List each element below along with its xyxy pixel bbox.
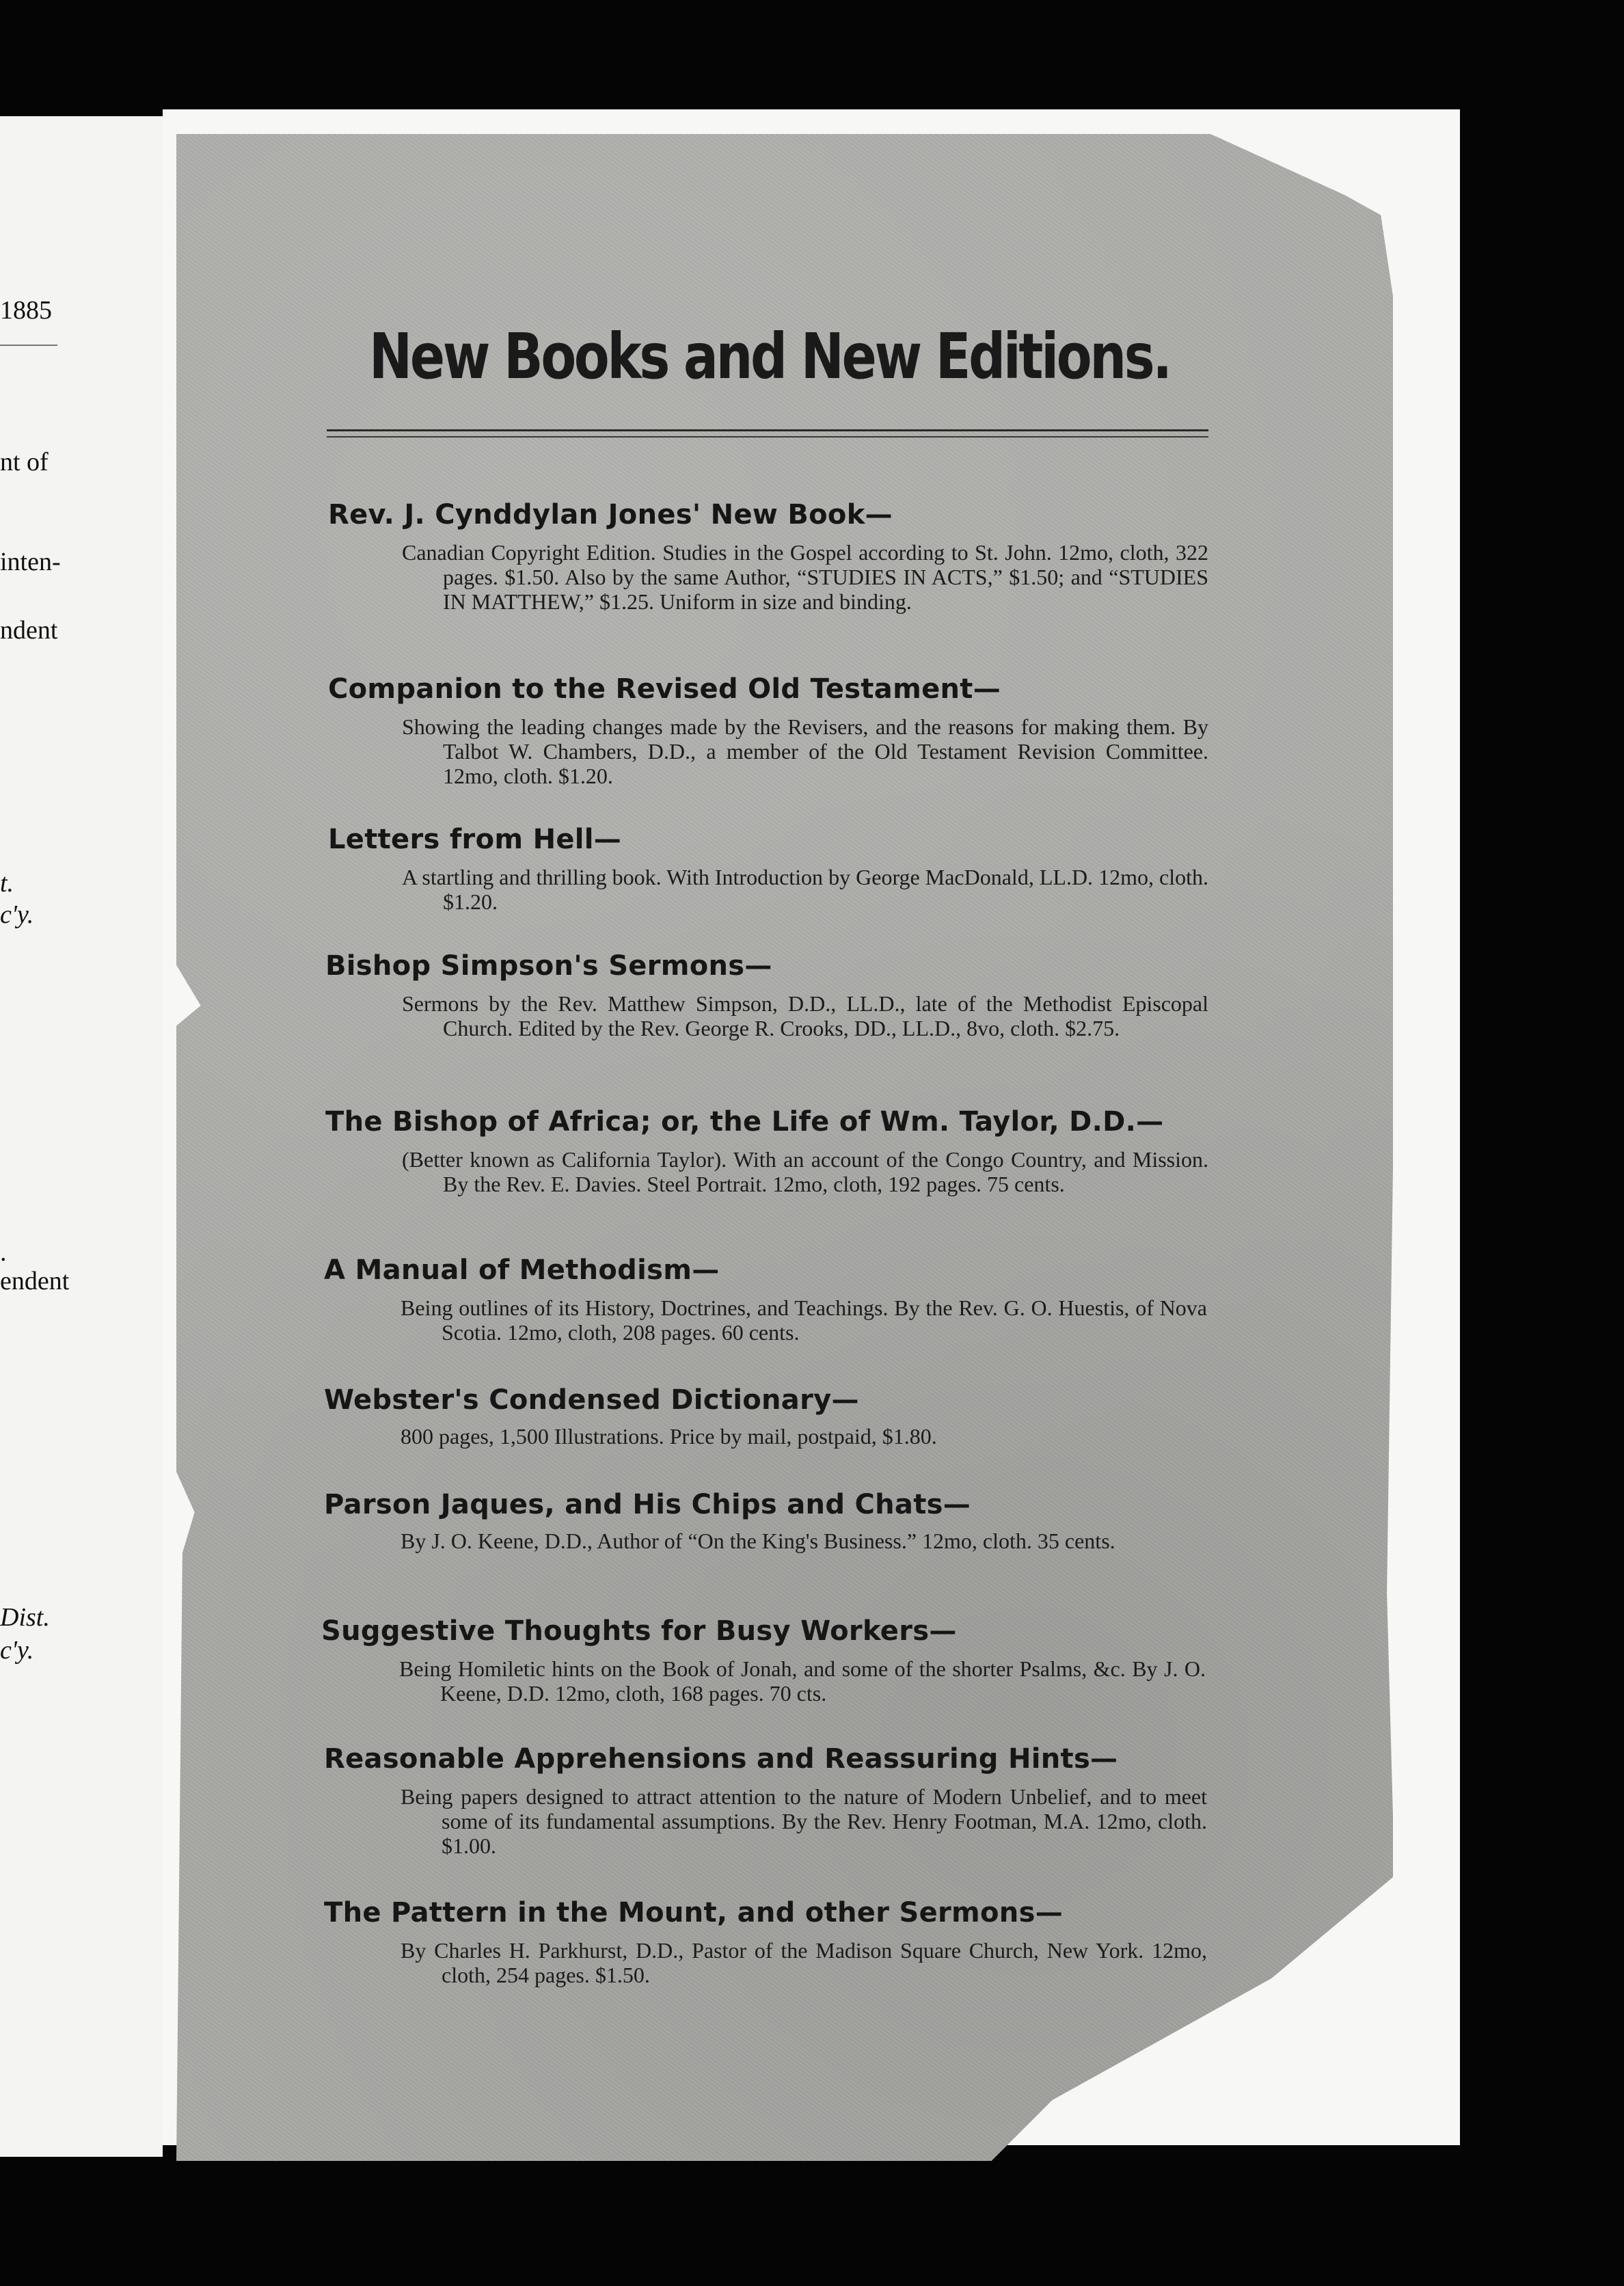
left-page-fragment: t. xyxy=(0,869,14,898)
book-entry xyxy=(328,499,1208,614)
left-page-fragment: Dist. xyxy=(0,1603,50,1632)
book-description: Being papers designed to attract attention to the nature of Modern Unbelief, and to meet some of its fundamental assumptions. By the Rev. Henry Footman, M.A. 12mo, cloth. $1.00. xyxy=(401,1784,1207,1858)
ad-title: New Books and New Editions. xyxy=(369,320,1170,393)
book-heading: Parson Jaques, and His Chips and Chats— xyxy=(324,1489,971,1520)
left-page-fragment: ndent xyxy=(0,616,58,645)
book-description: Sermons by the Rev. Matthew Simpson, D.D., LL.D., late of the Methodist Episcopal Church. Edited by the Rev. George R. Crooks, DD., LL.D., 8vo, cloth. $2.75. xyxy=(402,991,1208,1040)
book-entry xyxy=(325,950,1208,1040)
book-description: (Better known as California Taylor). With an account of the Congo Country, and Mission. By the Rev. E. Davies. Steel Portrait. 12mo, cloth, 192 pages. 75 cents. xyxy=(402,1147,1208,1196)
book-heading: Webster's Condensed Dictionary— xyxy=(324,1384,859,1416)
book-heading: The Pattern in the Mount, and other Sermons— xyxy=(324,1897,1063,1928)
left-page-fragment: nt of xyxy=(0,448,49,476)
left-page-fragment: endent xyxy=(0,1267,70,1295)
book-description: By J. O. Keene, D.D., Author of “On the King's Business.” 12mo, cloth. 35 cents. xyxy=(401,1529,1115,1553)
left-page-fragment: . xyxy=(0,1238,7,1267)
left-facing-page xyxy=(0,116,163,2157)
book-heading: A Manual of Methodism— xyxy=(324,1254,720,1286)
book-description: Being Homiletic hints on the Book of Jonah, and some of the shorter Psalms, &c. By J. O. Keene, D.D. 12mo, cloth, 168 pages. 70 cts. xyxy=(399,1656,1206,1706)
book-entry xyxy=(328,824,1208,914)
book-heading: Rev. J. Cynddylan Jones' New Book— xyxy=(328,499,893,530)
book-entry xyxy=(324,1254,1207,1345)
book-description: A startling and thrilling book. With Introduction by George MacDonald, LL.D. 12mo, cloth. $1.20. xyxy=(402,865,1208,914)
left-page-fragment: c'y. xyxy=(0,1636,34,1665)
left-page-fragment: inten- xyxy=(0,548,61,576)
book-heading: Suggestive Thoughts for Busy Workers— xyxy=(321,1615,957,1647)
book-entry xyxy=(324,1384,937,1449)
book-entry xyxy=(324,1743,1207,1858)
book-heading: Companion to the Revised Old Testament— xyxy=(328,673,1001,705)
book-entry xyxy=(325,1106,1208,1196)
book-description: By Charles H. Parkhurst, D.D., Pastor of the Madison Square Church, New York. 12mo, cloth, 254 pages. $1.50. xyxy=(401,1938,1207,1987)
book-heading: Letters from Hell— xyxy=(328,824,622,855)
left-page-year: 1885 xyxy=(0,296,52,325)
left-page-fragment: c'y. xyxy=(0,900,34,929)
book-description: Canadian Copyright Edition. Studies in the Gospel according to St. John. 12mo, cloth, 322 pages. $1.50. Also by the same Author, “STUDIES IN ACTS,” $1.50; and “STUDIES IN MATTHEW,” $1.25. Uniform in size and binding. xyxy=(402,540,1208,614)
book-entry xyxy=(324,1897,1207,1987)
book-heading: Bishop Simpson's Sermons— xyxy=(325,950,772,982)
book-entry xyxy=(324,1489,1115,1553)
book-description: Showing the leading changes made by the Revisers, and the reasons for making them. By Talbot W. Chambers, D.D., a member of the Old Testament Revision Committee. 12mo, cloth. $1.20. xyxy=(402,714,1208,788)
title-rule xyxy=(327,429,1208,431)
title-rule xyxy=(327,436,1208,438)
book-entry xyxy=(328,673,1208,788)
book-heading: The Bishop of Africa; or, the Life of Wm. Taylor, D.D.— xyxy=(325,1106,1164,1138)
book-entry xyxy=(321,1615,1206,1706)
book-description: Being outlines of its History, Doctrines, and Teachings. By the Rev. G. O. Huestis, of Nova Scotia. 12mo, cloth, 208 pages. 60 cents. xyxy=(401,1295,1207,1345)
book-heading: Reasonable Apprehensions and Reassuring Hints— xyxy=(324,1743,1118,1775)
left-page-rule xyxy=(0,345,57,346)
book-description: 800 pages, 1,500 Illustrations. Price by mail, postpaid, $1.80. xyxy=(401,1424,937,1449)
